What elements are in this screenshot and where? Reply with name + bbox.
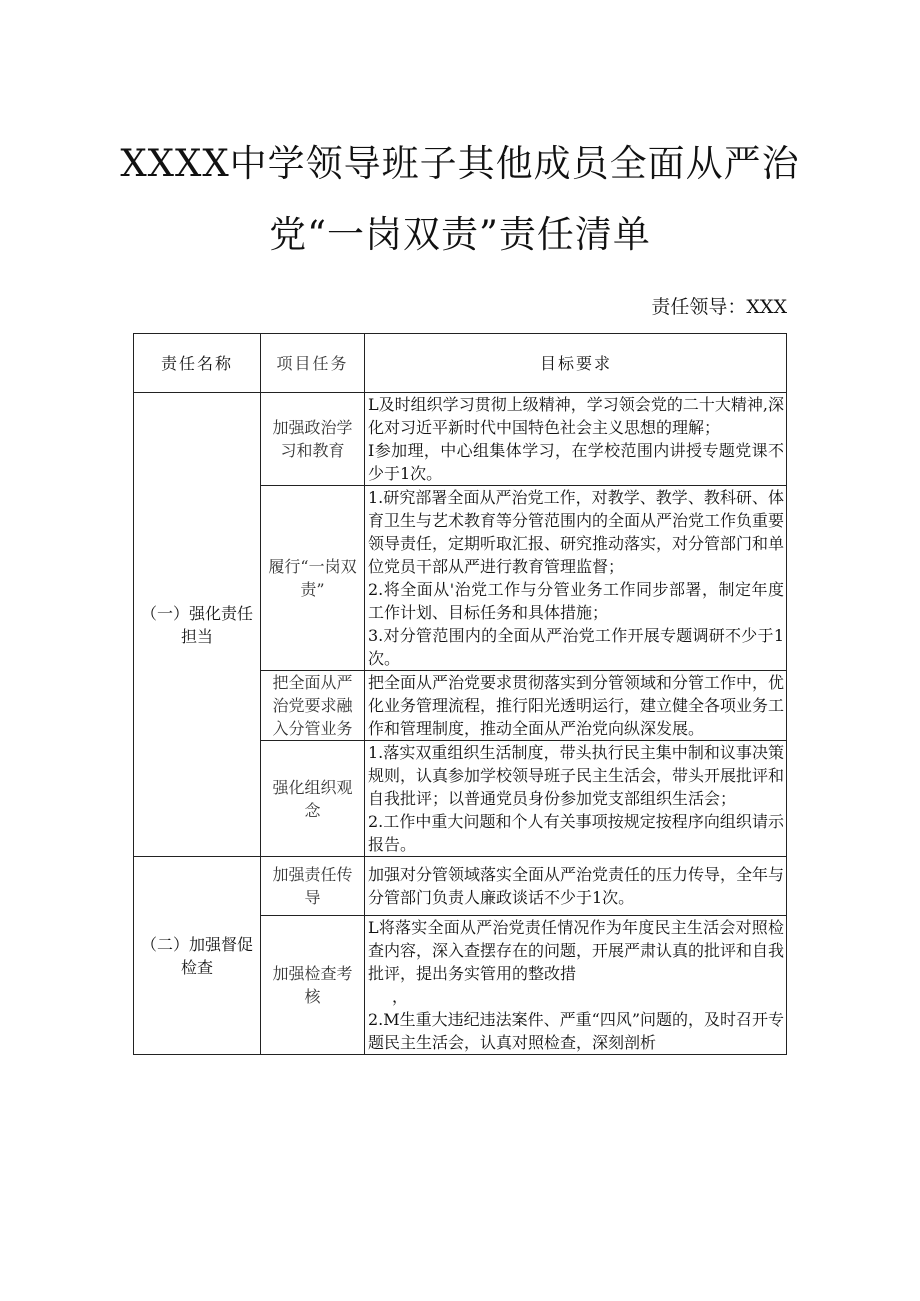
requirement-paragraph: 1.落实双重组织生活制度，带头执行民主集中制和议事决策规则，认真参加学校领导班子民主生活会，带头开展批评和自我批评；以普通党员身份参加党支部组织生活会； (368, 743, 785, 808)
requirement-paragraph: L及时组织学习贯彻上级精神，学习领会党的二十大精神,深化对习近平新时代中国特色社会主义思想的理解； (368, 395, 784, 437)
group-name-cell: （一）强化责任担当 (134, 393, 261, 857)
table-header-row (134, 334, 787, 393)
requirement-cell (365, 916, 787, 1055)
requirement-cell (365, 741, 787, 857)
requirement-paragraph: 加强对分管领域落实全面从严治党责任的压力传导，全年与分管部门负责人廉政谈话不少于1次。 (368, 865, 785, 907)
task-cell: 强化组织观念 (261, 741, 365, 857)
header-target-requirement: 目标要求 (365, 334, 787, 393)
table-row (134, 393, 787, 486)
requirement-paragraph: I参加理，中心组集体学习，在学校范围内讲授专题党课不少于1次。 (368, 441, 784, 483)
requirement-paragraph: 3.对分管范围内的全面从严治党工作开展专题调研不少于1次。 (368, 626, 784, 668)
task-cell: 加强政治学习和教育 (261, 393, 365, 486)
requirement-paragraph: ， (392, 987, 409, 1006)
requirement-cell (365, 671, 787, 741)
responsible-leader: 责任领导：XXX (651, 296, 787, 318)
requirement-paragraph: 2.将全面从'治党工作与分管业务工作同步部署，制定年度工作计划、目标任务和具体措施； (368, 580, 784, 622)
requirement-paragraph: L将落实全面从严治党责任情况作为年度民主生活会对照检查内容，深入查摆存在的问题，开展严肃认真的批评和自我批评，提出务实管用的整改措 (368, 918, 785, 983)
responsibility-table (133, 333, 787, 1055)
requirement-cell (365, 393, 787, 486)
document-title-line-2: 党“一岗双责”责任清单 (269, 213, 651, 256)
table-row (134, 857, 787, 916)
requirement-paragraph: 2.工作中重大问题和个人有关事项按规定按程序向组织请示报告。 (368, 812, 784, 854)
task-cell: 把全面从严治党要求融入分管业务 (261, 671, 365, 741)
task-cell: 履行“一岗双责” (261, 486, 365, 671)
task-cell: 加强责任传导 (261, 857, 365, 916)
responsibility-table-container (133, 333, 787, 1192)
requirement-cell (365, 486, 787, 671)
task-cell: 加强检查考核 (261, 916, 365, 1055)
requirement-cell (365, 857, 787, 916)
requirement-paragraph: 把全面从严治党要求贯彻落实到分管领域和分管工作中，优化业务管理流程，推行阳光透明运行，建立健全各项业务工作和管理制度，推动全面从严治党向纵深发展。 (368, 673, 785, 738)
document-title-line-1: XXXX中学领导班子其他成员全面从严治 (120, 142, 800, 185)
group-name-cell: （二）加强督促检查 (134, 857, 261, 1055)
requirement-paragraph: 2.M生重大违纪违法案件、严重“四风”问题的，及时召开专题民主生活会，认真对照检查，深刻剖析 (368, 1010, 785, 1052)
header-responsibility-name: 责任名称 (134, 334, 261, 393)
header-project-task: 项目任务 (261, 334, 365, 393)
requirement-paragraph: 1.研究部署全面从严治党工作，对教学、教学、教科研、体育卫生与艺术教育等分管范围内的全面从严治党工作负重要领导责任，定期听取汇报、研究推动落实，对分管部门和单位党员干部从严进行教育管理监督； (368, 488, 785, 576)
